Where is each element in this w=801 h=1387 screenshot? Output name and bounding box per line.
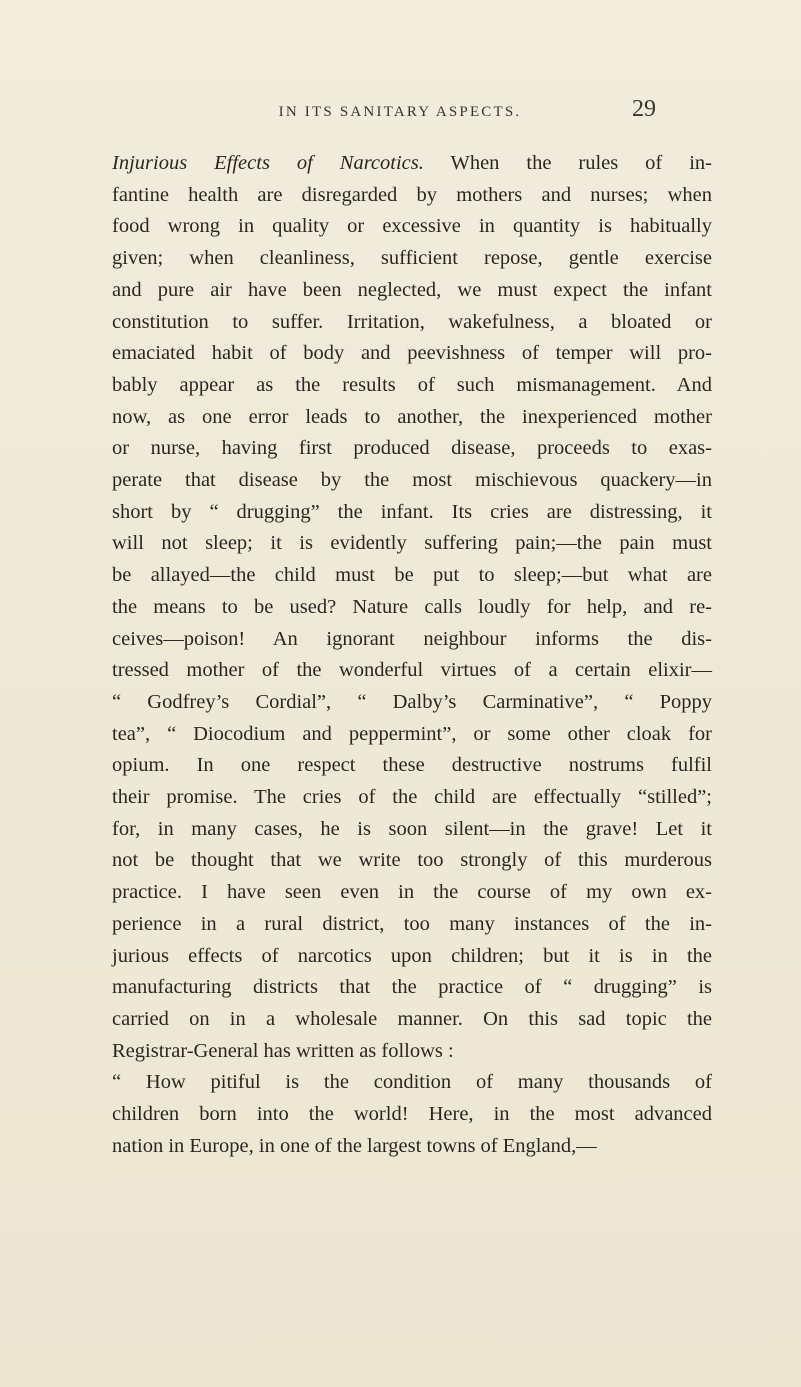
text-line: Registrar-General has written as follows :	[112, 1039, 454, 1062]
text-line: children born into the world! Here, in the most advanced	[112, 1103, 712, 1126]
text-line: tressed mother of the wonderful virtues of a certain elixir—	[112, 659, 712, 682]
text-line: carried on in a wholesale manner. On this sad topic the	[112, 1007, 712, 1030]
text-line: their promise. The cries of the child are effectually “stilled”;	[112, 786, 712, 809]
text-line: for, in many cases, he is soon silent—in the grave! Let it	[112, 817, 712, 840]
text-line: manufacturing districts that the practice of “ drugging” is	[112, 976, 712, 999]
text-line: constitution to suffer. Irritation, wakefulness, a bloated or	[112, 310, 712, 333]
text-line	[112, 148, 712, 180]
text-line: now, as one error leads to another, the inexperienced mother	[112, 405, 712, 428]
text-line: tea”, “ Diocodium and peppermint”, or some other cloak for	[112, 722, 712, 745]
text-line: short by “ drugging” the infant. Its cries are distressing, it	[112, 500, 712, 523]
body-text	[112, 148, 712, 1163]
text-line: nation in Europe, in one of the largest towns of England,—	[112, 1134, 597, 1157]
text-line: practice. I have seen even in the course of my own ex-	[112, 881, 712, 904]
text-line: jurious effects of narcotics upon children; but it is in the	[112, 944, 712, 967]
text-line: “ How pitiful is the condition of many thousands of	[112, 1071, 712, 1094]
text-line: ceives—poison! An ignorant neighbour informs the dis-	[112, 627, 712, 650]
text-line: given; when cleanliness, sufficient repose, gentle exercise	[112, 247, 712, 270]
text-line: perate that disease by the most mischievous quackery—in	[112, 469, 712, 492]
text-line: emaciated habit of body and peevishness of temper will pro-	[112, 342, 712, 365]
text-line: bably appear as the results of such mismanagement. And	[112, 373, 712, 396]
text-line: food wrong in quality or excessive in quantity is habitually	[112, 215, 712, 238]
text-line: “ Godfrey’s Cordial”, “ Dalby’s Carminative”, “ Poppy	[112, 690, 712, 713]
text-line: and pure air have been neglected, we must expect the infant	[112, 278, 712, 301]
text-line: not be thought that we write too strongly of this murderous	[112, 849, 712, 872]
section-heading: Injurious Effects of Narcotics.	[112, 152, 424, 174]
running-head: IN ITS SANITARY ASPECTS.	[278, 104, 522, 120]
text-line: perience in a rural district, too many instances of the in-	[112, 912, 712, 935]
text-line: fantine health are disregarded by mothers and nurses; when	[112, 183, 712, 206]
line-text: When the rules of in-	[423, 152, 712, 174]
page-number: 29	[632, 96, 656, 122]
text-line: or nurse, having first produced disease, proceeds to exas-	[112, 437, 712, 460]
text-line: be allayed—the child must be put to sleep;—but what are	[112, 564, 712, 587]
text-line: the means to be used? Nature calls loudly for help, and re-	[112, 595, 712, 618]
text-line: opium. In one respect these destructive nostrums fulfil	[112, 754, 712, 777]
text-line: will not sleep; it is evidently suffering pain;—the pain must	[112, 532, 712, 555]
